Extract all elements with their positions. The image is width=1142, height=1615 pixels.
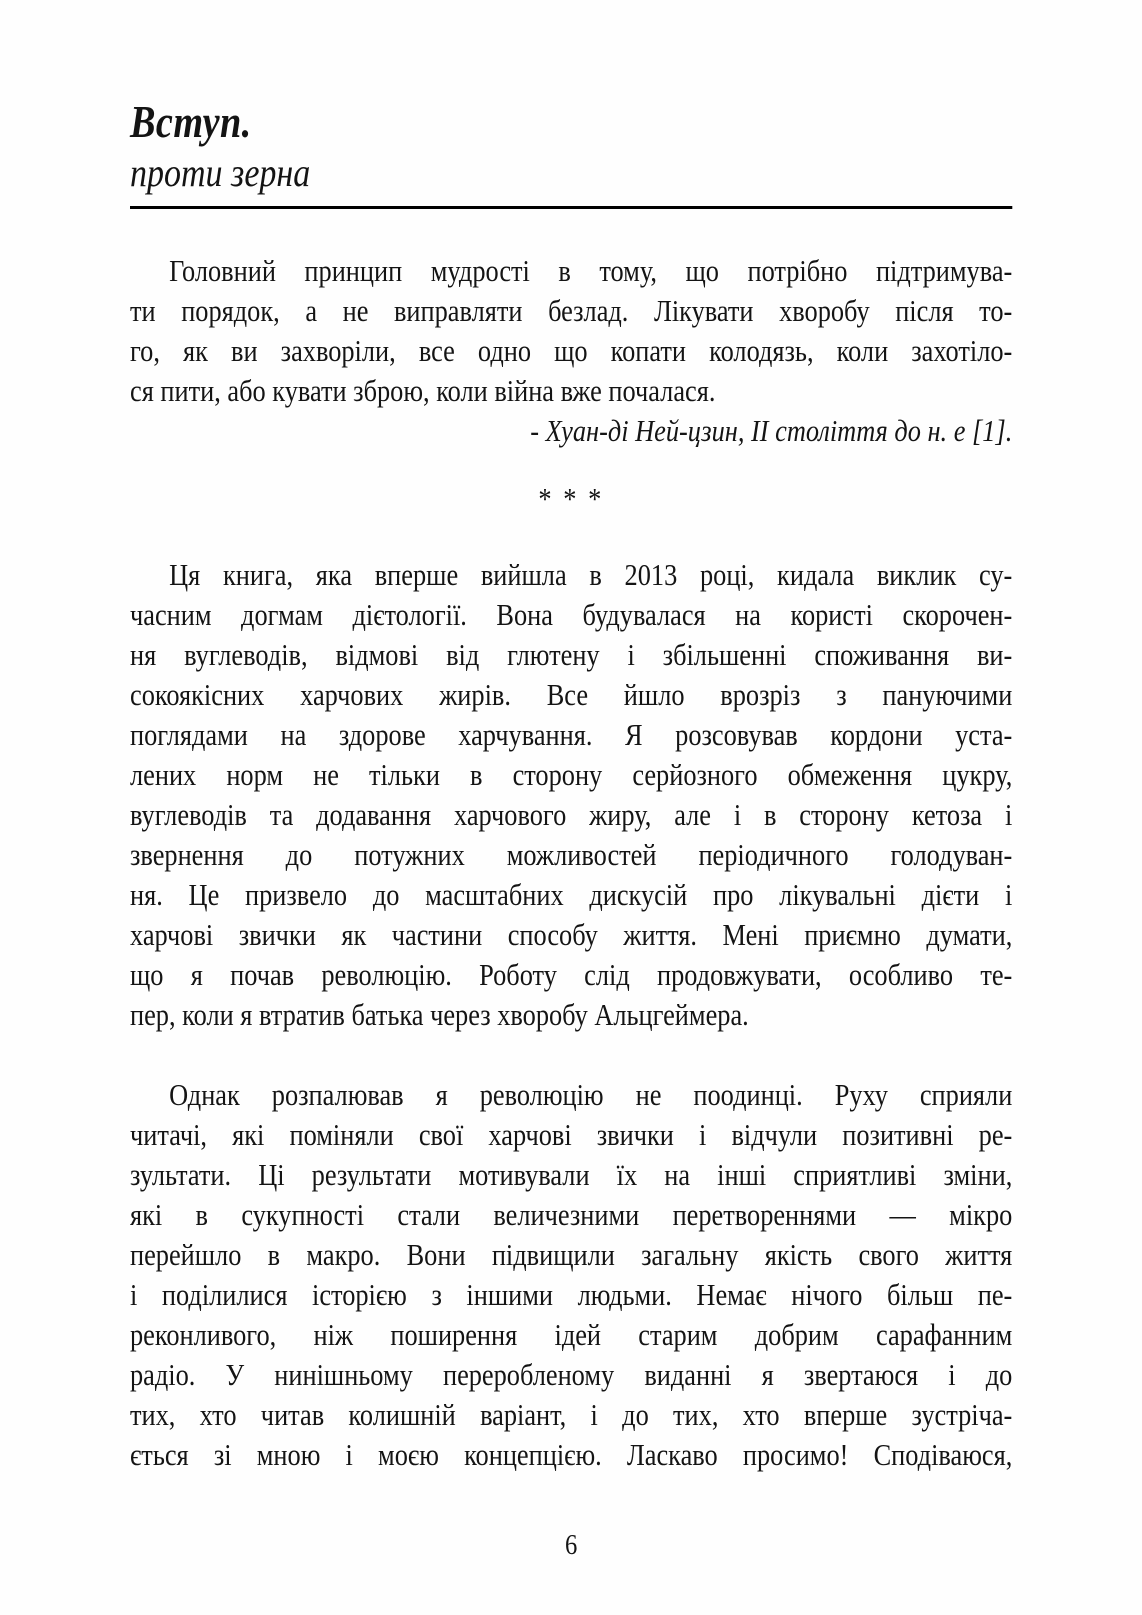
text-line: сокоякісних харчових жирів. Все йшло врозріз з пануючими — [130, 677, 1013, 712]
text-line: вуглеводів та додавання харчового жиру, але і в сторону кетоза і — [130, 797, 1013, 832]
text-line: ється зі мною і моєю концепцією. Ласкаво просимо! Сподіваюся, — [130, 1437, 1013, 1472]
text-line: ня. Це призвело до масштабних дискусій про лікувальні дієти і — [130, 877, 1013, 912]
chapter-title: Вступ. — [130, 97, 252, 147]
text-line: звернення до потужних можливостей періодичного голодуван- — [130, 837, 1013, 872]
text-line: Однак розпалював я революцію не поодинці. Руху сприяли — [169, 1077, 1013, 1112]
text-line: Ця книга, яка вперше вийшла в 2013 році, кидала виклик су- — [169, 557, 1013, 592]
epigraph-line: го, як ви захворіли, все одно що копати колодязь, коли захотіло- — [130, 333, 1013, 368]
epigraph-line: ся пити, або кувати зброю, коли війна вже почалася. — [130, 373, 716, 408]
chapter-subtitle: проти зерна — [130, 150, 311, 195]
text-line: і поділилися історією з іншими людьми. Немає нічого більш пе- — [130, 1277, 1013, 1312]
epigraph-line: Головний принцип мудрості в тому, що потрібно підтримува- — [169, 253, 1013, 288]
text-line: що я почав революцію. Роботу слід продовжувати, особливо те- — [130, 957, 1013, 992]
text-line: тих, хто читав колишній варіант, і до тих, хто вперше зустріча- — [130, 1397, 1013, 1432]
text-line: які в сукупності стали величезними перетвореннями — мікро — [130, 1197, 1013, 1232]
page-number: 6 — [564, 1529, 578, 1561]
epigraph-attribution: - Хуан-ді Ней-цзин, II століття до н. е [1]. — [530, 413, 1013, 448]
title-divider — [130, 206, 1012, 209]
epigraph-line: ти порядок, а не виправляти безлад. Лікувати хворобу після то- — [130, 293, 1013, 328]
text-line: харчові звички як частини способу життя. Мені приємно думати, — [130, 917, 1013, 952]
text-line: перейшло в макро. Вони підвищили загальну якість свого життя — [130, 1237, 1013, 1272]
text-line: пер, коли я втратив батька через хворобу Альцгеймера. — [130, 997, 749, 1032]
text-column — [130, 0, 1012, 1565]
text-line: реконливого, ніж поширення ідей старим добрим сарафанним — [130, 1317, 1013, 1352]
section-separator: * * * — [538, 481, 604, 516]
text-line: лених норм не тільки в сторону серйозного обмеження цукру, — [130, 757, 1013, 792]
epigraph — [130, 251, 1012, 411]
text-line: поглядами на здорове харчування. Я розсовував кордони уста- — [130, 717, 1013, 752]
text-line: ня вуглеводів, відмові від глютену і збільшенні споживання ви- — [130, 637, 1013, 672]
text-line: радіо. У нинішньому переробленому виданні я звертаюся і до — [130, 1357, 1013, 1392]
body-paragraph — [130, 555, 1012, 1035]
text-line: зультати. Ці результати мотивували їх на інші сприятливі зміни, — [130, 1157, 1013, 1192]
text-line: часним догмам дієтології. Вона будувалася на користі скорочен- — [130, 597, 1013, 632]
body-paragraph — [130, 1075, 1012, 1475]
text-line: читачі, які поміняли свої харчові звички і відчули позитивні ре- — [130, 1117, 1013, 1152]
